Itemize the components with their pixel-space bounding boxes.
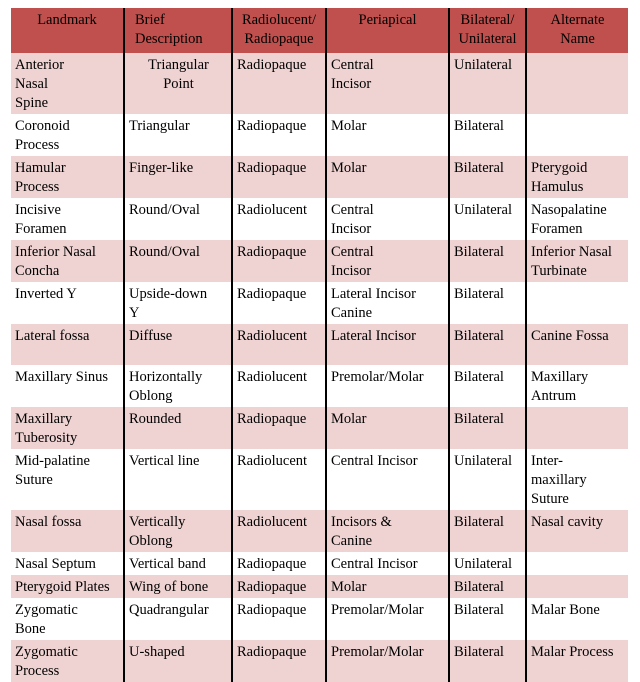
cell-landmark [11,640,124,682]
cell-text: Concha [15,263,60,279]
cell-text: Bone [15,621,46,637]
cell-text: Process [15,179,60,195]
table-row [11,575,628,598]
cell-radiodensity [232,552,326,575]
cell-text: Maxillary [15,411,73,427]
cell-periapical [326,575,449,598]
cell-text: Wing of bone [129,579,209,595]
cell-text: Radiopaque [237,579,307,595]
cell-periapical [326,240,449,282]
cell-text: Radiopaque [237,411,307,427]
cell-text: Pterygoid Plates [15,579,110,595]
cell-text: Radiopaque [237,644,307,660]
table-row [11,53,628,114]
cell-text: Rounded [129,411,182,427]
cell-alternate-name [526,510,628,552]
cell-text: Mid-palatine [15,453,90,469]
cell-text: Unilateral [454,453,512,469]
cell-landmark [11,598,124,640]
cell-text: Central [331,57,374,73]
cell-periapical [326,510,449,552]
cell-alternate-name [526,365,628,407]
table-row [11,324,628,365]
cell-alternate-name [526,575,628,598]
cell-brief-description [124,449,232,510]
cell-laterality [449,198,526,240]
header-row [11,8,628,53]
cell-text: Malar Process [531,644,614,660]
cell-text: U-shaped [129,644,185,660]
cell-brief-description [124,198,232,240]
cell-brief-description [124,575,232,598]
cell-text: Quadrangular [129,602,209,618]
cell-text: Radiopaque [237,160,307,176]
header-landmark: Landmark [11,8,124,53]
cell-text: Central Incisor [331,453,418,469]
table-row [11,598,628,640]
cell-text: Round/Oval [129,244,200,260]
table-row [11,449,628,510]
cell-laterality [449,575,526,598]
cell-periapical [326,282,449,324]
cell-brief-description [124,598,232,640]
cell-brief-description [124,240,232,282]
cell-laterality [449,365,526,407]
cell-text: Inferior Nasal [531,244,612,260]
cell-text: Bilateral [454,244,504,260]
cell-text: Bilateral [454,328,504,344]
cell-text: Nasopalatine [531,202,607,218]
cell-text: Turbinate [531,263,587,279]
cell-text: Unilateral [454,556,512,572]
cell-alternate-name [526,640,628,682]
cell-text: Bilateral [454,644,504,660]
cell-radiodensity [232,365,326,407]
table-row [11,240,628,282]
cell-text: Process [15,663,60,679]
cell-text: Triangular [129,118,190,134]
cell-periapical [326,53,449,114]
cell-text: Suture [15,472,53,488]
cell-laterality [449,240,526,282]
cell-text: Inverted Y [15,286,77,302]
cell-periapical [326,598,449,640]
cell-laterality [449,640,526,682]
cell-text: Incisors & [331,514,392,530]
cell-periapical [326,552,449,575]
cell-text: Radiopaque [237,556,307,572]
cell-alternate-name [526,324,628,365]
cell-text: Maxillary Sinus [15,369,109,385]
header-brief-description: Brief Description [124,8,232,53]
cell-laterality [449,53,526,114]
cell-radiodensity [232,240,326,282]
cell-landmark [11,53,124,114]
table-row [11,407,628,449]
table-row [11,198,628,240]
cell-text: Hamulus [531,179,584,195]
cell-text: Premolar/Molar [331,602,424,618]
cell-text: Bilateral [454,602,504,618]
cell-alternate-name [526,240,628,282]
cell-text: Radiolucent [237,328,308,344]
cell-text: Radiolucent [237,369,308,385]
cell-alternate-name [526,53,628,114]
header-bilateral-unilateral: Bilateral/ Unilateral [449,8,526,53]
cell-landmark [11,156,124,198]
table-row [11,282,628,324]
table-body [11,53,628,682]
table-row [11,365,628,407]
cell-laterality [449,114,526,156]
cell-text: Bilateral [454,369,504,385]
cell-text: Oblong [129,388,173,404]
cell-text: Foramen [531,221,583,237]
cell-text: Central [331,244,374,260]
cell-text: Central Incisor [331,556,418,572]
header-alternate-name: Alternate Name [526,8,628,53]
cell-landmark [11,449,124,510]
cell-text: Round/Oval [129,202,200,218]
cell-landmark [11,407,124,449]
cell-text: Lateral Incisor [331,286,416,302]
table-row [11,640,628,682]
cell-laterality [449,510,526,552]
cell-text: Bilateral [454,160,504,176]
table-row [11,156,628,198]
cell-text: Molar [331,118,367,134]
cell-text: Foramen [15,221,67,237]
cell-alternate-name [526,156,628,198]
cell-text: Central [331,202,374,218]
cell-text: Unilateral [454,57,512,73]
cell-text: Triangular [148,57,209,73]
cell-landmark [11,198,124,240]
cell-landmark [11,114,124,156]
cell-text: Horizontally [129,369,203,385]
cell-text: Nasal fossa [15,514,82,530]
cell-radiodensity [232,575,326,598]
cell-laterality [449,282,526,324]
cell-text: Canine Fossa [531,328,609,344]
cell-alternate-name [526,282,628,324]
cell-text: Tuberosity [15,430,78,446]
cell-text: Radiopaque [237,244,307,260]
cell-text: Unilateral [454,202,512,218]
cell-laterality [449,598,526,640]
cell-text: Vertically [129,514,186,530]
cell-laterality [449,449,526,510]
cell-laterality [449,407,526,449]
cell-text: Anterior [15,57,65,73]
cell-radiodensity [232,510,326,552]
cell-brief-description [124,640,232,682]
cell-alternate-name [526,407,628,449]
cell-text: Y [129,305,140,321]
cell-text: Diffuse [129,328,173,344]
cell-text: Bilateral [454,514,504,530]
cell-radiodensity [232,198,326,240]
cell-text: Bilateral [454,579,504,595]
cell-brief-description [124,365,232,407]
cell-text: Oblong [129,533,173,549]
cell-periapical [326,156,449,198]
cell-landmark [11,575,124,598]
cell-text: Radiopaque [237,286,307,302]
cell-text: Bilateral [454,411,504,427]
cell-brief-description [124,53,232,114]
cell-text: Hamular [15,160,66,176]
cell-text: Zygomatic [15,644,78,660]
header-radiolucent-radiopaque: Radiolucent/ Radiopaque [232,8,326,53]
cell-text: Premolar/Molar [331,644,424,660]
cell-radiodensity [232,640,326,682]
cell-text: Incisor [331,76,372,92]
cell-text: Radiolucent [237,514,308,530]
cell-text: Antrum [531,388,577,404]
cell-text: Canine [331,533,373,549]
cell-text: Point [163,76,194,92]
cell-laterality [449,552,526,575]
cell-radiodensity [232,449,326,510]
cell-text: Bilateral [454,286,504,302]
cell-periapical [326,198,449,240]
cell-radiodensity [232,156,326,198]
cell-brief-description [124,114,232,156]
cell-brief-description [124,324,232,365]
cell-text: Suture [531,491,569,507]
cell-text: Process [15,137,60,153]
cell-periapical [326,365,449,407]
cell-alternate-name [526,198,628,240]
cell-text: Inferior Nasal [15,244,96,260]
cell-text: Molar [331,411,367,427]
cell-landmark [11,510,124,552]
cell-alternate-name [526,449,628,510]
cell-text: Lateral Incisor [331,328,416,344]
cell-text: Radiolucent [237,202,308,218]
cell-text: Incisor [331,263,372,279]
cell-alternate-name [526,598,628,640]
cell-radiodensity [232,598,326,640]
cell-alternate-name [526,552,628,575]
cell-radiodensity [232,53,326,114]
cell-periapical [326,407,449,449]
cell-text: Radiopaque [237,118,307,134]
cell-text: Nasal Septum [15,556,96,572]
cell-radiodensity [232,114,326,156]
cell-brief-description [124,282,232,324]
cell-text: Molar [331,160,367,176]
cell-text: Bilateral [454,118,504,134]
cell-text: Radiopaque [237,57,307,73]
cell-radiodensity [232,282,326,324]
cell-text: Nasal cavity [531,514,604,530]
cell-laterality [449,156,526,198]
cell-periapical [326,114,449,156]
cell-text: Finger-like [129,160,194,176]
cell-brief-description [124,156,232,198]
cell-text: Premolar/Molar [331,369,424,385]
cell-laterality [449,324,526,365]
cell-periapical [326,324,449,365]
table-row [11,510,628,552]
cell-text: Incisive [15,202,61,218]
cell-text: Maxillary [531,369,589,385]
cell-alternate-name [526,114,628,156]
table-row [11,552,628,575]
cell-text: Incisor [331,221,372,237]
cell-text: Inter- [531,453,563,469]
cell-brief-description [124,407,232,449]
cell-text: Coronoid [15,118,70,134]
cell-periapical [326,640,449,682]
cell-brief-description [124,552,232,575]
cell-periapical [326,449,449,510]
cell-text: Malar Bone [531,602,600,618]
cell-text: Radiolucent [237,453,308,469]
cell-landmark [11,324,124,365]
cell-text: Radiopaque [237,602,307,618]
cell-text: Molar [331,579,367,595]
header-periapical: Periapical [326,8,449,53]
cell-landmark [11,240,124,282]
table-row [11,114,628,156]
cell-brief-description [124,510,232,552]
cell-landmark [11,365,124,407]
cell-landmark [11,552,124,575]
cell-text: Vertical band [129,556,206,572]
cell-radiodensity [232,324,326,365]
cell-text: Lateral fossa [15,328,90,344]
landmark-table-container [11,8,628,682]
cell-text: Upside-down [129,286,208,302]
cell-text: Nasal [15,76,49,92]
cell-text: Vertical line [129,453,200,469]
cell-text: Spine [15,95,49,111]
cell-text: maxillary [531,472,587,488]
cell-landmark [11,282,124,324]
cell-text: Zygomatic [15,602,78,618]
cell-text: Canine [331,305,373,321]
cell-text: Pterygoid [531,160,588,176]
cell-radiodensity [232,407,326,449]
radiographic-landmarks-table [11,8,628,682]
